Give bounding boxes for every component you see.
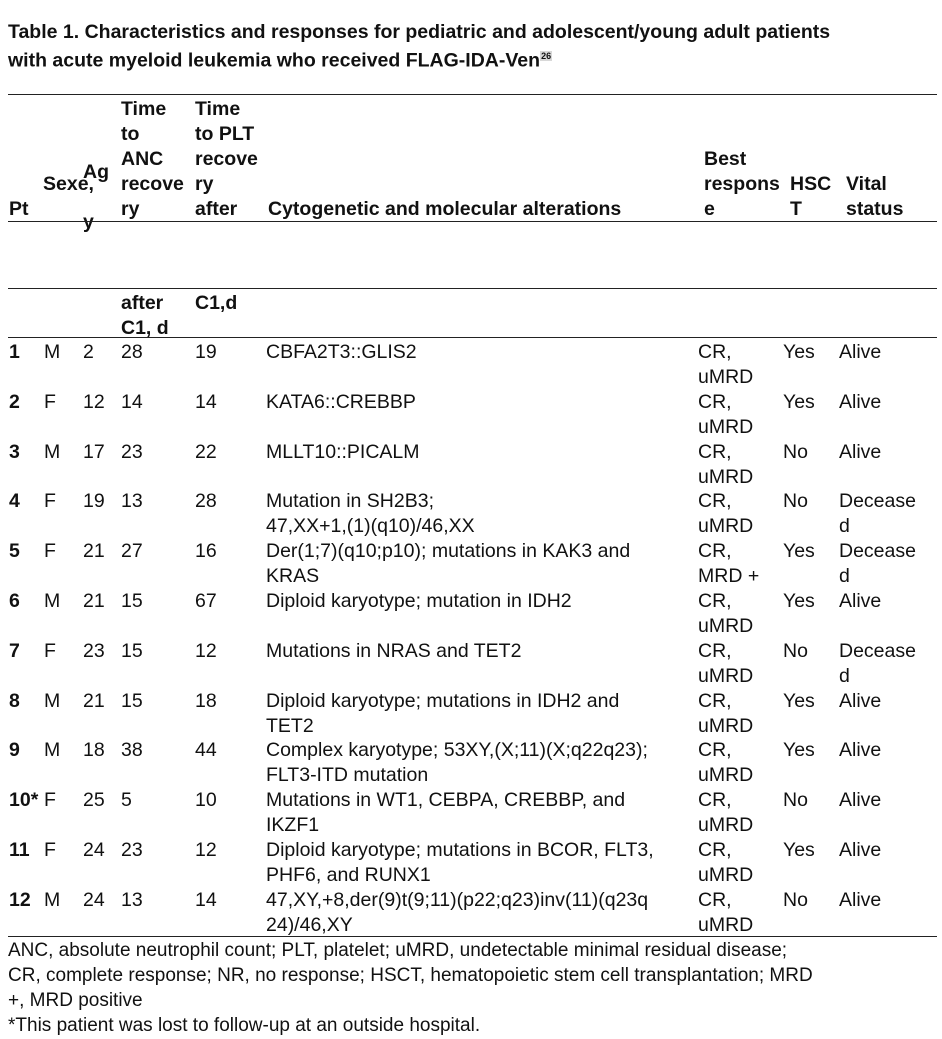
cell-vital-status: Alive — [839, 341, 882, 363]
cell-hsct: No — [783, 888, 808, 911]
continuation-rule — [8, 288, 937, 289]
cell-vital-status: Alive — [839, 689, 882, 712]
cell-hsct: Yes — [783, 839, 815, 861]
cell-pt: 9 — [9, 739, 20, 762]
table-title — [8, 20, 938, 73]
cell-vital-status: Decease d — [839, 540, 916, 588]
cell-plt: 67 — [195, 590, 217, 612]
cell-vital-status: Decease d — [839, 490, 916, 538]
cell-best-response: CR, uMRD — [698, 789, 754, 837]
cell-pt: 11 — [9, 839, 30, 861]
bottom-rule — [8, 936, 937, 937]
cell-plt: 28 — [195, 490, 217, 513]
header-anc: Time to ANC recove ry — [121, 98, 184, 220]
subheader-plt: C1,d — [195, 292, 238, 314]
cell-hsct: Yes — [783, 540, 815, 563]
cell-cytogenetic: Diploid karyotype; mutations in BCOR, FLT3, PHF6, and RUNX1 — [266, 839, 654, 886]
cell-plt: 12 — [195, 839, 217, 861]
cell-best-response: CR, uMRD — [698, 689, 754, 737]
header-plt: Time to PLT recove ry after — [195, 98, 258, 220]
cell-best-response: CR, uMRD — [698, 888, 754, 936]
cell-hsct: Yes — [783, 390, 815, 413]
cell-cytogenetic: Mutation in SH2B3; 47,XX+1,(1)(q10)/46,XX — [266, 490, 475, 538]
cell-plt: 10 — [195, 789, 217, 812]
cell-sex: M — [44, 888, 61, 911]
cell-age: 24 — [83, 839, 105, 861]
cell-plt: 14 — [195, 390, 217, 413]
cell-anc: 15 — [121, 639, 143, 662]
cell-hsct: No — [783, 789, 808, 812]
cell-best-response: CR, uMRD — [698, 839, 754, 886]
cell-anc: 23 — [121, 839, 143, 861]
cell-hsct: Yes — [783, 689, 815, 712]
cell-sex: M — [44, 739, 61, 762]
cell-age: 17 — [83, 440, 105, 463]
header-pt: Pt — [9, 198, 29, 220]
cell-cytogenetic: CBFA2T3::GLIS2 — [266, 341, 417, 363]
cell-best-response: CR, uMRD — [698, 639, 754, 687]
cell-sex: F — [44, 789, 56, 812]
cell-plt: 18 — [195, 689, 217, 712]
cell-anc: 13 — [121, 490, 143, 513]
cell-cytogenetic: Diploid karyotype; mutation in IDH2 — [266, 590, 572, 612]
cell-vital-status: Alive — [839, 590, 882, 612]
cell-age: 19 — [83, 490, 105, 513]
cell-age: 18 — [83, 739, 105, 762]
cell-hsct: No — [783, 490, 808, 513]
cell-age: 12 — [83, 390, 105, 413]
cell-plt: 22 — [195, 440, 217, 463]
cell-pt: 1 — [9, 341, 20, 363]
cell-cytogenetic: Der(1;7)(q10;p10); mutations in KAK3 and KRAS — [266, 540, 631, 588]
cell-sex: M — [44, 590, 61, 612]
header-hsct: HSC T — [790, 173, 832, 220]
cell-hsct: Yes — [783, 341, 815, 363]
cell-sex: F — [44, 490, 56, 513]
cell-vital-status: Decease d — [839, 639, 916, 687]
cell-hsct: Yes — [783, 590, 815, 612]
cell-best-response: CR, uMRD — [698, 440, 754, 488]
cell-vital-status: Alive — [839, 739, 882, 762]
cell-cytogenetic: Mutations in NRAS and TET2 — [266, 639, 522, 662]
footnote-asterisk: *This patient was lost to follow-up at an outside hospital. — [8, 1015, 481, 1036]
cell-cytogenetic: Diploid karyotype; mutations in IDH2 and TET2 — [266, 689, 620, 737]
cell-age: 23 — [83, 639, 105, 662]
cell-best-response: CR, uMRD — [698, 590, 754, 637]
cell-hsct: No — [783, 639, 808, 662]
cell-vital-status: Alive — [839, 839, 882, 861]
cell-pt: 10* — [9, 789, 39, 812]
header-age: Ag y — [83, 161, 109, 233]
cell-anc: 13 — [121, 888, 143, 911]
cell-age: 2 — [83, 341, 94, 363]
cell-sex: M — [44, 689, 61, 712]
cell-anc: 27 — [121, 540, 143, 563]
cell-anc: 38 — [121, 739, 143, 762]
cell-sex: F — [44, 839, 56, 861]
cell-cytogenetic: Complex karyotype; 53XY,(X;11)(X;q22q23); FLT3-ITD mutation — [266, 739, 648, 787]
header-rule — [8, 221, 937, 222]
cell-sex: F — [44, 639, 56, 662]
cell-hsct: Yes — [783, 739, 815, 762]
cell-plt: 44 — [195, 739, 217, 762]
cell-anc: 15 — [121, 590, 143, 612]
cell-vital-status: Alive — [839, 888, 882, 911]
cell-anc: 5 — [121, 789, 132, 812]
footnote-abbreviations: ANC, absolute neutrophil count; PLT, platelet; uMRD, undetectable minimal residual disease; CR, complete response; NR, no response; HSCT, hematopoietic stem cell transplantation; MRD +, MRD positive — [8, 940, 813, 1011]
header-vital-status: Vital status — [846, 173, 904, 220]
cell-cytogenetic: 47,XY,+8,der(9)t(9;11)(p22;q23)inv(11)(q23q 24)/46,XY — [266, 888, 649, 936]
cell-plt: 16 — [195, 540, 217, 563]
cell-vital-status: Alive — [839, 440, 882, 463]
cell-age: 25 — [83, 789, 105, 812]
cell-pt: 12 — [9, 888, 31, 911]
cell-pt: 2 — [9, 390, 20, 413]
cell-pt: 5 — [9, 540, 20, 563]
header-best-response: Best respons e — [704, 148, 780, 220]
cell-age: 24 — [83, 888, 105, 911]
cell-anc: 23 — [121, 440, 143, 463]
cell-sex: M — [44, 341, 61, 363]
cell-best-response: CR, uMRD — [698, 739, 754, 787]
cell-age: 21 — [83, 689, 105, 712]
cell-best-response: CR, uMRD — [698, 341, 754, 388]
header-cytogenetic: Cytogenetic and molecular alterations — [268, 198, 622, 220]
cell-age: 21 — [83, 590, 105, 612]
cell-hsct: No — [783, 440, 808, 463]
title-line-1: Table 1. Characteristics and responses for pediatric and adolescent/young adult patients — [8, 21, 831, 43]
cell-age: 21 — [83, 540, 105, 563]
cell-pt: 6 — [9, 590, 20, 612]
cell-pt: 8 — [9, 689, 20, 712]
top-rule — [8, 94, 937, 95]
cell-best-response: CR, MRD + — [698, 540, 760, 588]
title-line-2: with acute myeloid leukemia who received FLAG-IDA-Ven — [8, 49, 541, 72]
cell-anc: 15 — [121, 689, 143, 712]
cell-plt: 14 — [195, 888, 217, 911]
cell-cytogenetic: Mutations in WT1, CEBPA, CREBBP, and IKZF1 — [266, 789, 626, 837]
cell-vital-status: Alive — [839, 789, 882, 812]
subheader-anc: after C1, d — [121, 292, 169, 339]
cell-best-response: CR, uMRD — [698, 490, 754, 538]
cell-anc: 14 — [121, 390, 143, 413]
cell-sex: F — [44, 390, 56, 413]
header-sex: Sexe, — [43, 173, 94, 195]
cell-pt: 7 — [9, 639, 20, 662]
cell-cytogenetic: KATA6::CREBBP — [266, 390, 416, 413]
cell-plt: 19 — [195, 341, 217, 363]
cell-vital-status: Alive — [839, 390, 882, 413]
cell-pt: 4 — [9, 490, 20, 513]
cell-sex: M — [44, 440, 61, 463]
cell-plt: 12 — [195, 639, 217, 662]
cell-cytogenetic: MLLT10::PICALM — [266, 440, 420, 463]
cell-best-response: CR, uMRD — [698, 390, 754, 438]
cell-anc: 28 — [121, 341, 143, 363]
subheader-rule — [8, 337, 937, 338]
title-reference: 26 — [541, 51, 552, 61]
cell-sex: F — [44, 540, 56, 563]
cell-pt: 3 — [9, 440, 20, 463]
